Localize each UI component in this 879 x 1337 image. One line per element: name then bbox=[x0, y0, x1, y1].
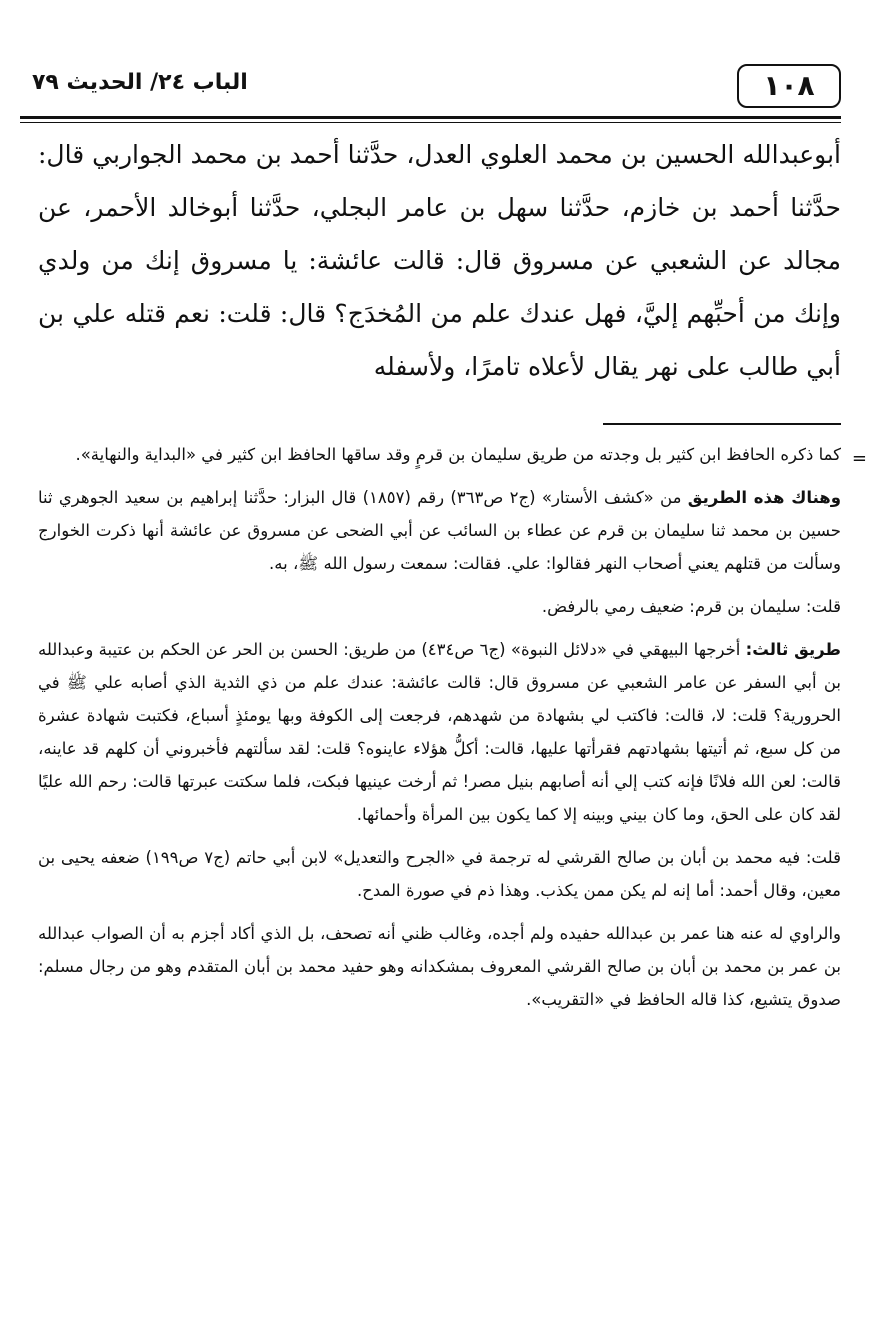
footnote-divider bbox=[603, 423, 841, 425]
header-rule-thin bbox=[20, 122, 841, 123]
page-header bbox=[20, 58, 841, 110]
footnotes bbox=[38, 438, 841, 1026]
header-rule bbox=[20, 116, 841, 119]
footnote-paragraph: قلت: سليمان بن قرم: ضعيف رمي بالرفض. bbox=[541, 597, 841, 616]
footnote-paragraph: كما ذكره الحافظ ابن كثير بل وجدته من طريق سليمان بن قرمٍ وقد ساقها الحافظ ابن كثير في «البداية والنهاية». bbox=[75, 445, 841, 464]
running-head: الباب ٢٤/ الحديث ٧٩ bbox=[32, 70, 248, 95]
main-text bbox=[38, 128, 841, 393]
page-number: ١٠٨ bbox=[737, 64, 841, 108]
footnote-paragraph: وهناك هذه الطريق من «كشف الأستار» (ج٢ ص٣٦٣) رقم (١٨٥٧) قال البزار: حدَّثنا إبراهيم بن سعيد الجوهري ثنا حسين بن محمد ثنا سليمان بن قرم عن عطاء بن السائب عن أبي الضحى عن مسروق عن عائشة أنها ذكرت الخوارج وسألت من قتلهم يعني أصحاب النهر فقالوا: علي. فقالت: سمعت رسول الله ﷺ، به. bbox=[38, 488, 842, 573]
footnote-lead: طريق ثالث: bbox=[745, 640, 841, 659]
footnote-paragraph: طريق ثالث: أخرجها البيهقي في «دلائل النبوة» (ج٦ ص٤٣٤) من طريق: الحسن بن الحر عن الحكم بن عتيبة وعبدالله بن أبي السفر عن عامر الشعبي عن مسروق قال: قالت عائشة: عندك علم من ذي الثدية الذي أصابه علي ﷺ في الحرورية؟ قلت: لا، قالت: فاكتب لي بشهادة من شهدهم، فرجعت إلى الكوفة وبها يومئذٍ أسباع، فكتبت شهادة عشرة من كل سبع، ثم أتيتها بشهادتهم فقرأتها عليها، قالت: أكلُّ هؤلاء عاينوه؟ قلت: لقد سألتهم فأخبروني أن كلهم قد عاينه، قالت: لعن الله فلانًا فإنه كتب إلي أنه أصابهم بنيل مصر! ثم أرخت عينيها فبكت، فلما سكتت عبرتها قالت: رحم الله عليًا لقد كان على الحق، وما كان بيني وبينه إلا كما يكون بين المرأة وأحمائها. bbox=[38, 640, 841, 824]
footnote-paragraph: والراوي له عنه هنا عمر بن عبدالله حفيده ولم أجده، وغالب ظني أنه تصحف، بل الذي أكاد أجزم به أن الصواب عبدالله بن عمر بن محمد بن أبان بن صالح القرشي المعروف بمشكدانه وهو حفيد محمد بن أبان المتقدم وهو من رجال مسلم: صدوق يتشيع، كذا قاله الحافظ في «التقريب». bbox=[38, 924, 841, 1009]
footnote-paragraph: قلت: فيه محمد بن أبان بن صالح القرشي له ترجمة في «الجرح والتعديل» لابن أبي حاتم (ج٧ ص١٩٩) ضعفه يحيى بن معين، وقال أحمد: أما إنه لم يكن ممن يكذب. وهذا ذم في صورة المدح. bbox=[38, 848, 841, 900]
main-paragraph: أبوعبدالله الحسين بن محمد العلوي العدل، حدَّثنا أحمد بن محمد الجواربي قال: حدَّثنا أحمد بن خازم، حدَّثنا سهل بن عامر البجلي، حدَّثنا أبوخالد الأحمر، عن مجالد عن الشعبي عن مسروق قال: قالت عائشة: يا مسروق إنك من ولدي وإنك من أحبِّهم إليَّ، فهل عندك علم من المُخدَج؟ قال: قلت: نعم قتله علي بن أبي طالب على نهر يقال لأعلاه تامرًا، ولأسفله bbox=[38, 140, 841, 381]
footnote-lead: وهناك هذه الطريق bbox=[687, 488, 842, 507]
footnote-continuation-marker: = bbox=[851, 448, 867, 469]
